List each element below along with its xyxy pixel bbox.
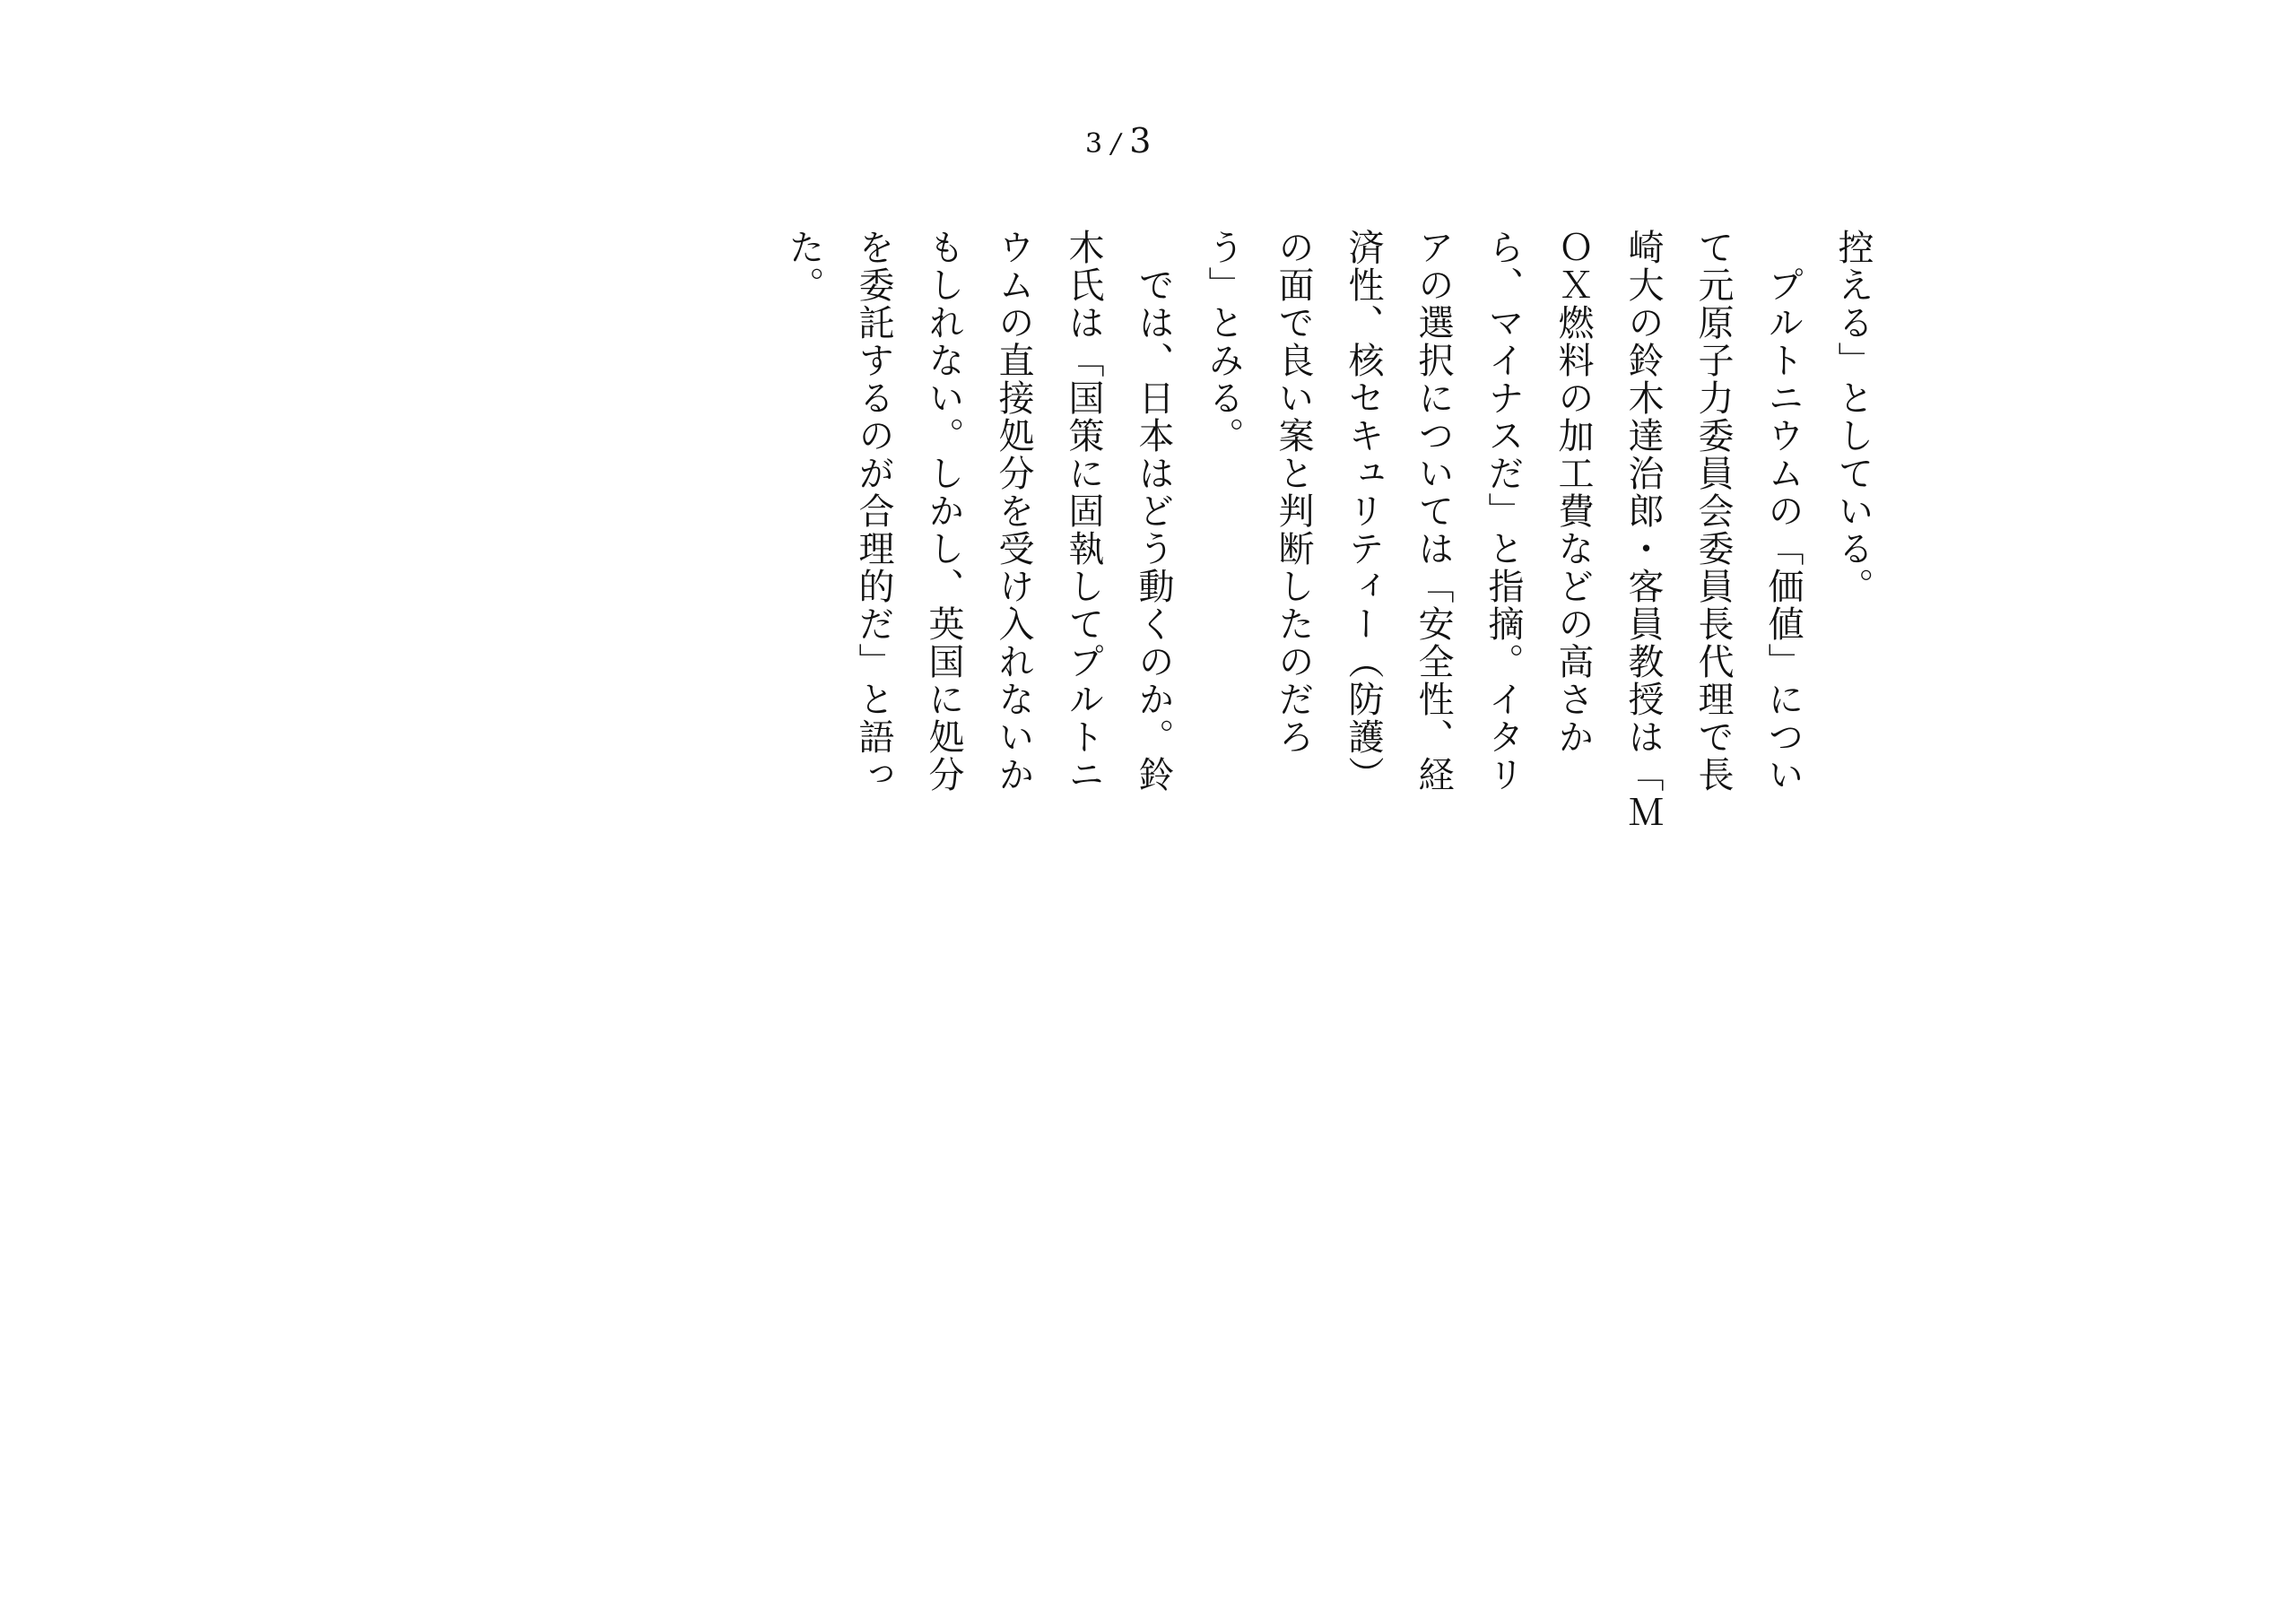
article-paragraph: では、日本はどう動くのか。鈴 木氏は「国策に固執してプルトニ ウムの直接処分を受け入れないか もしれない。しかし、英国に処分 を委託するのが合理的だ」と語っ た。 (783, 229, 1174, 794)
page-number-separator: / (1111, 128, 1121, 160)
article-paragraph: プルトニウムの「価値」につい て元原子力委員会委員長代理で長 崎大の鈴木達治郎・客員教授は「Ｍ ＯＸ燃料の加工費などの高さか ら、マイナスだ」と指摘。イタリ アの選択については「安全性、経 済性、核セキュリティー（防護） の面で良い案と判断したのだろ う」とみる。 (1203, 229, 1804, 831)
page-number-total: 3 (1129, 121, 1152, 161)
article-paragraph: 控える」としている。 (1832, 229, 1874, 605)
page-number (1085, 121, 1151, 166)
article-body (769, 229, 1888, 1394)
page-number-current: 3 (1085, 128, 1103, 160)
